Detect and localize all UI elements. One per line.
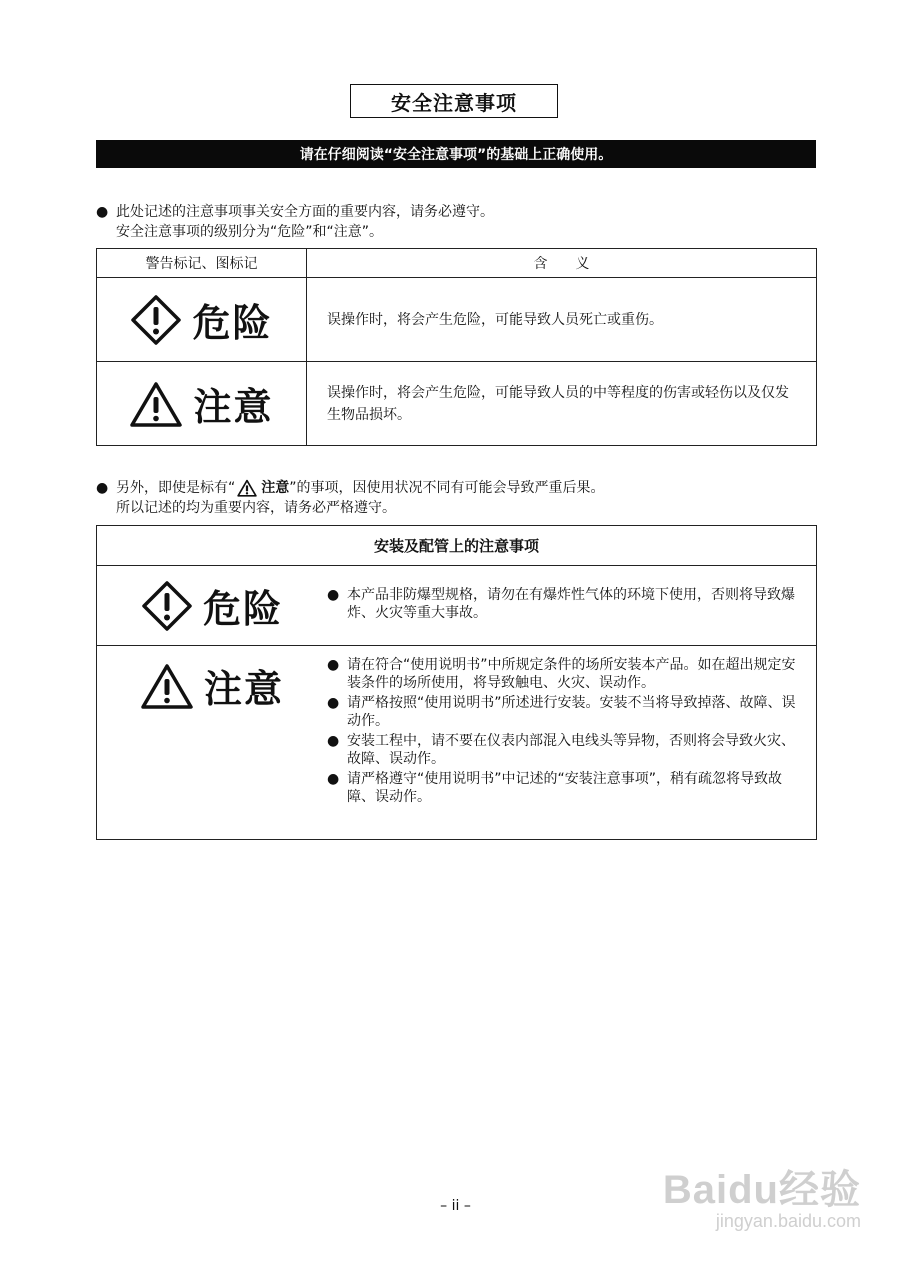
- bullet: ●: [327, 733, 340, 749]
- banner: 请在仔细阅读“安全注意事项”的基础上正确使用。: [96, 140, 816, 168]
- bullet: ●: [327, 771, 340, 787]
- caution-label: 注意: [193, 385, 274, 429]
- danger-mark: [97, 292, 306, 347]
- note2-line-2: 所以记述的均为重要内容，请务必严格遵守。: [116, 500, 396, 516]
- danger-label: 危险: [202, 587, 283, 631]
- note2-post: ”的事项，因使用状况不同有可能会导致严重后果。: [289, 480, 605, 496]
- legend-header-meaning: 含 义: [307, 249, 817, 278]
- intro-line-1: 此处记述的注意事项事关安全方面的重要内容，请务必遵守。: [116, 204, 494, 220]
- caution-meaning: 误操作时，将会产生危险，可能导致人员的中等程度的伤害或轻伤以及仅发生物品损坏。: [307, 362, 817, 446]
- intro-block: [96, 202, 494, 242]
- caution-label: 注意: [203, 667, 284, 711]
- bullet: ●: [96, 480, 109, 496]
- danger-diamond-icon: [130, 294, 182, 346]
- install-caution-row: [97, 646, 816, 839]
- list-item: ● 安装工程中，请不要在仪表内部混入电线头等异物，否则将会导致火灾、故障、误动作。: [327, 733, 795, 767]
- list-item: ● 请在符合“使用说明书”中所规定条件的场所安装本产品。如在超出规定安装条件的场所使用，将导致触电、火灾、误动作。: [327, 657, 796, 691]
- watermark: [663, 1158, 861, 1232]
- caution-mark: [140, 658, 284, 713]
- bullet: ●: [327, 587, 340, 603]
- install-section-title: 安装及配管上的注意事项: [97, 526, 816, 566]
- legend-row-danger: [97, 278, 817, 362]
- danger-label: 危险: [192, 301, 273, 345]
- install-section: [96, 525, 817, 840]
- page-title: 安全注意事项: [350, 84, 558, 118]
- page-number: – ii –: [440, 1198, 471, 1214]
- legend-header-row: [97, 249, 817, 278]
- list-item: ● 请严格按照“使用说明书”所述进行安装。安装不当将导致掉落、故障、误动作。: [327, 695, 796, 729]
- danger-diamond-icon: [141, 580, 193, 632]
- intro-line-2: 安全注意事项的级别分为“危险”和“注意”。: [116, 224, 384, 240]
- legend-header-mark: 警告标记、图标记: [97, 249, 307, 278]
- install-danger-row: [97, 566, 816, 646]
- bullet: ●: [327, 695, 340, 711]
- danger-mark: [141, 578, 283, 633]
- note2-pre: 另外，即使是标有“: [116, 480, 236, 496]
- bullet: ●: [96, 204, 109, 220]
- note2-block: [96, 478, 605, 518]
- caution-mark: [97, 376, 306, 431]
- legend-row-caution: [97, 362, 817, 446]
- watermark-logo: Baidu经验: [662, 1168, 861, 1212]
- watermark-url: jingyan.baidu.com: [715, 1211, 861, 1231]
- caution-triangle-icon: [129, 380, 183, 428]
- list-item: ● 请严格遵守“使用说明书”中记述的“安装注意事项”，稍有疏忽将导致故障、误动作。: [327, 771, 783, 805]
- caution-triangle-icon: [237, 479, 257, 497]
- inline-caution: [235, 478, 289, 498]
- inline-caution-label: 注意: [261, 480, 290, 496]
- bullet: ●: [327, 657, 340, 673]
- list-item: ● 本产品非防爆型规格，请勿在有爆炸性气体的环境下使用，否则将导致爆炸、火灾等重大事故。: [327, 587, 795, 621]
- legend-table: [96, 248, 817, 446]
- caution-triangle-icon: [140, 662, 194, 710]
- danger-meaning: 误操作时，将会产生危险，可能导致人员死亡或重伤。: [307, 278, 817, 362]
